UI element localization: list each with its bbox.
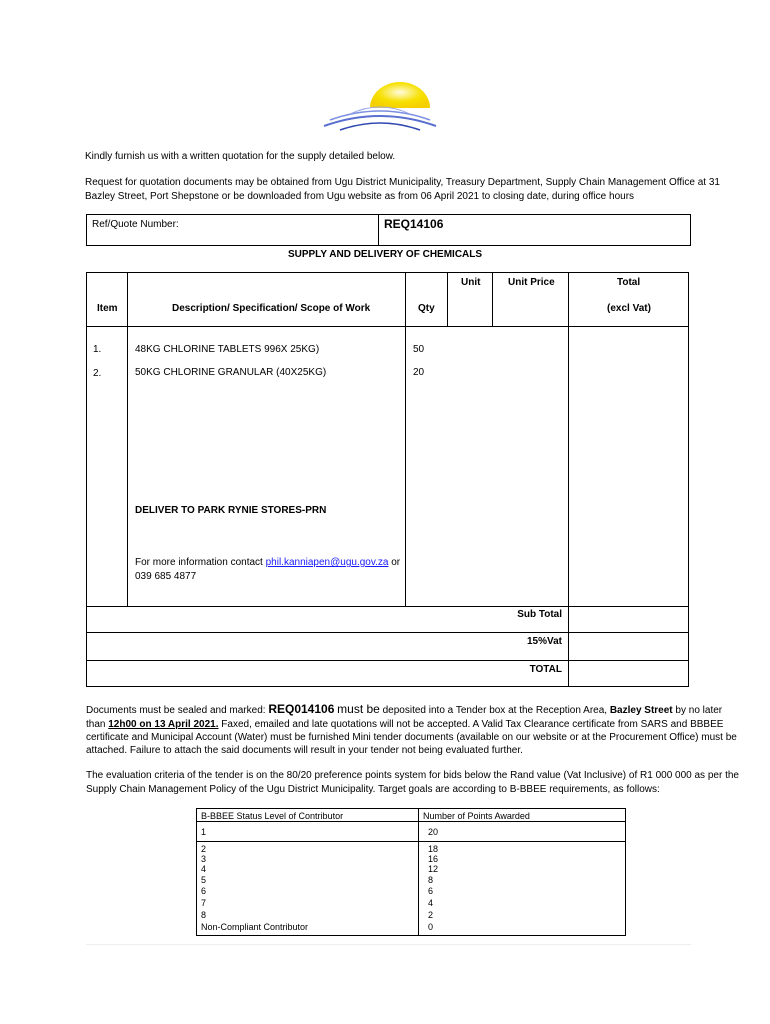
logo — [320, 78, 440, 138]
delivery-instruction: DELIVER TO PARK RYNIE STORES-PRN — [135, 505, 327, 516]
sealed-than: than — [86, 719, 106, 730]
bbbee-level-4: 4 — [201, 864, 207, 874]
contact-info — [135, 556, 400, 569]
header-unit-price: Unit Price — [508, 277, 555, 288]
sealed-after-deadline: Faxed, emailed and late quotations will not be accepted. A Valid Tax Clearance certificate from SARS and BBBEE — [221, 719, 724, 730]
bbbee-points-6: 6 — [428, 886, 434, 896]
intro-line-2a: Request for quotation documents may be obtained from Ugu District Municipality, Treasury Department, Supply Chain Management Office at 31 — [85, 177, 720, 188]
bbbee-level-1: 1 — [201, 827, 207, 837]
total-label: TOTAL — [529, 664, 562, 675]
bbbee-level-2: 2 — [201, 844, 207, 854]
header-total-excl-vat: (excl Vat) — [607, 303, 651, 314]
header-unit: Unit — [461, 277, 481, 288]
vat-label: 15%Vat — [526, 636, 562, 647]
footer-divider — [86, 944, 691, 945]
row-2-qty: 20 — [413, 367, 425, 378]
contact-prefix: For more information contact — [135, 557, 263, 568]
bbbee-level-5: 5 — [201, 875, 207, 885]
ref-number: REQ14106 — [384, 217, 444, 231]
bbbee-points-1: 20 — [428, 827, 439, 837]
sealed-deadline: 12h00 on 13 April 2021. — [108, 719, 219, 730]
sealed-ref: REQ014106 — [268, 702, 335, 716]
sealed-prefix: Documents must be sealed and marked: — [86, 705, 266, 716]
bbbee-level-3: 3 — [201, 854, 207, 864]
row-1-item: 1. — [93, 344, 102, 355]
row-2-item: 2. — [93, 368, 102, 379]
header-total: Total — [617, 277, 641, 288]
bbbee-points-5: 8 — [428, 875, 434, 885]
bbbee-points-7: 4 — [428, 898, 434, 908]
bbbee-points-3: 16 — [428, 854, 439, 864]
bbbee-level-noncompliant: Non-Compliant Contributor — [201, 922, 309, 932]
sealed-must-be: must be — [337, 702, 380, 716]
row-1-description: 48KG CHLORINE TABLETS 996X 25KG) — [135, 344, 320, 355]
contact-phone: 039 685 4877 — [135, 571, 197, 582]
quotation-table — [86, 272, 689, 687]
contact-email-link[interactable]: phil.kanniapen@ugu.gov.za — [265, 557, 389, 568]
row-1-qty: 50 — [413, 344, 425, 355]
section-heading: SUPPLY AND DELIVERY OF CHEMICALS — [287, 249, 483, 260]
bbbee-level-8: 8 — [201, 910, 207, 920]
row-2-description: 50KG CHLORINE GRANULAR (40X25KG) — [135, 367, 327, 378]
sealed-street: Bazley Street — [609, 705, 673, 716]
subtotal-label: Sub Total — [517, 609, 562, 620]
bbbee-level-7: 7 — [201, 898, 207, 908]
bbbee-header-points: Number of Points Awarded — [423, 811, 530, 821]
sealed-line-1 — [86, 703, 722, 717]
bbbee-points-4: 12 — [428, 864, 439, 874]
sealed-line-3: certificate and Municipal Account (Water) must be furnished Mini tender documents (available on our website or at the Procurement Office) must be — [86, 732, 737, 743]
header-item: Item — [97, 303, 118, 314]
evaluation-line-2: Supply Chain Management Policy of the Ugu District Municipality. Target goals are according to B-BBEE requirements, as follows: — [86, 784, 660, 795]
bbbee-points-noncompliant: 0 — [428, 922, 434, 932]
evaluation-line-1: The evaluation criteria of the tender is on the 80/20 preference points system for bids below the Rand value (Vat Inclusive) of R1 000 000 as per the — [86, 770, 739, 781]
bbbee-table — [196, 808, 626, 936]
sealed-line-4: attached. Failure to attach the said documents will result in your tender not being evaluated further. — [86, 745, 523, 756]
sealed-mid: deposited into a Tender box at the Reception Area, — [382, 705, 608, 716]
sealed-after-street: by no later — [675, 705, 723, 716]
header-description: Description/ Specification/ Scope of Work — [172, 303, 371, 314]
intro-line-2b: Bazley Street, Port Shepstone or be downloaded from Ugu website as from 06 April 2021 to closing date, during office hours — [85, 191, 635, 202]
contact-suffix: or — [391, 557, 401, 568]
bbbee-points-8: 2 — [428, 910, 434, 920]
ref-label: Ref/Quote Number: — [92, 219, 179, 230]
intro-line-1: Kindly furnish us with a written quotation for the supply detailed below. — [85, 151, 396, 162]
sealed-line-2 — [86, 718, 723, 731]
bbbee-level-6: 6 — [201, 886, 207, 896]
bbbee-header-level: B-BBEE Status Level of Contributor — [201, 811, 344, 821]
bbbee-points-2: 18 — [428, 844, 439, 854]
header-qty: Qty — [418, 303, 435, 314]
